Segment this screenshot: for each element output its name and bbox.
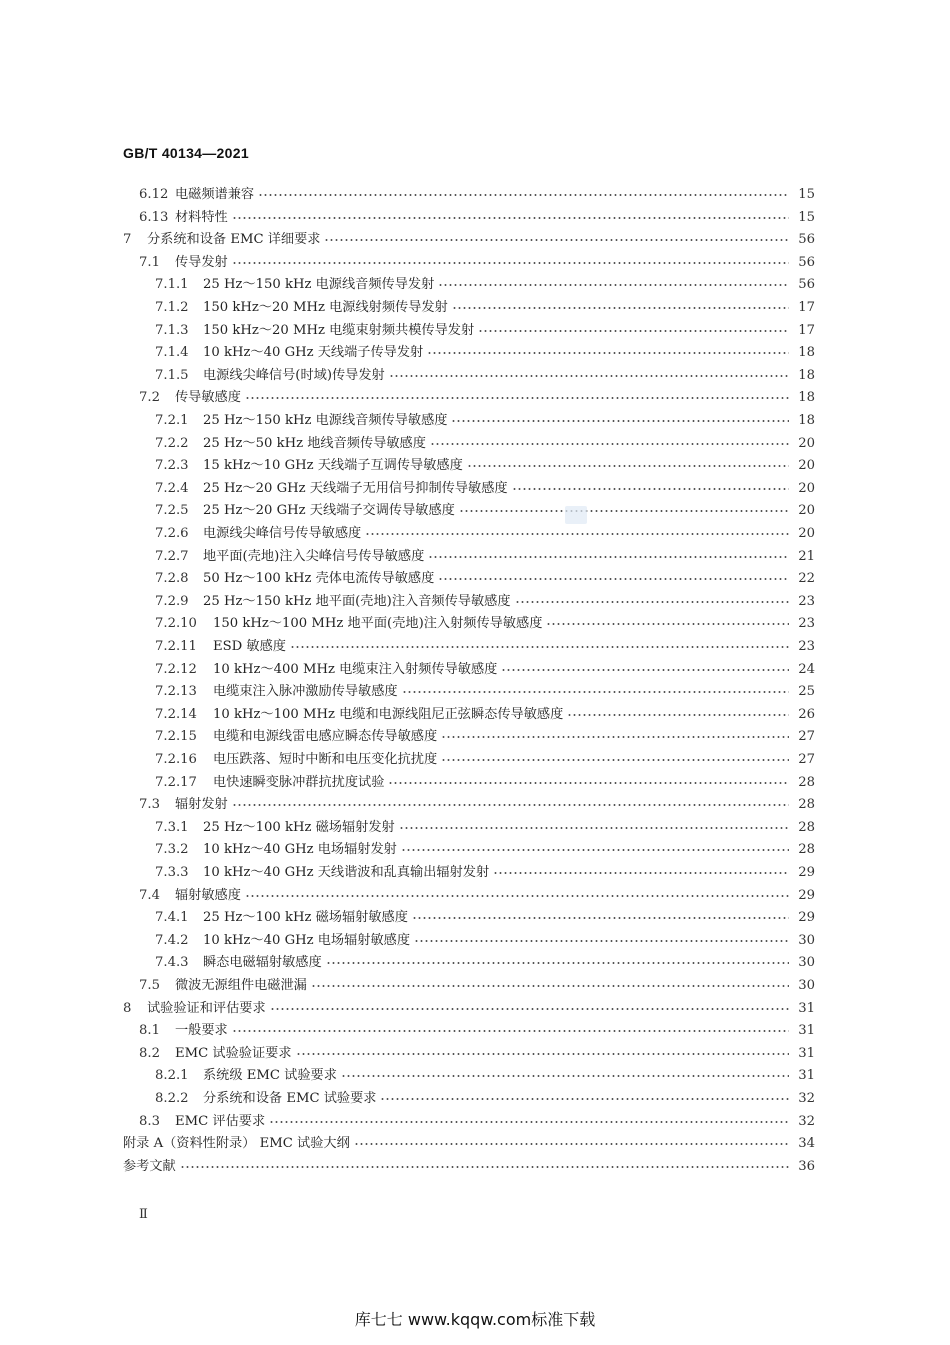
toc-dot-leader xyxy=(441,736,789,738)
toc-entry-title: 参考文献 xyxy=(123,1158,176,1174)
toc-entry-title: 电源线尖峰信号传导敏感度 xyxy=(203,526,362,541)
toc-entry-number: 8 xyxy=(123,1000,132,1016)
toc-entry[interactable] xyxy=(155,591,815,613)
toc-entry-title: 地平面(壳地)注入尖峰信号传导敏感度 xyxy=(203,548,425,564)
toc-dot-leader xyxy=(341,1075,789,1077)
toc-dot-leader xyxy=(258,194,789,196)
toc-entry-page: 30 xyxy=(798,978,815,993)
toc-entry[interactable] xyxy=(123,229,815,251)
toc-entry[interactable] xyxy=(155,636,815,658)
toc-dot-leader xyxy=(459,510,789,512)
toc-entry-title: 传导敏感度 xyxy=(175,390,241,406)
toc-entry-title: 电缆束注入脉冲激励传导敏感度 xyxy=(213,684,398,700)
toc-entry-number: 8.2 xyxy=(139,1045,160,1061)
toc-entry-title: 电磁频谱兼容 xyxy=(175,187,255,202)
toc-entry-title: 10 kHz～40 GHz 电场辐射敏感度 xyxy=(203,932,411,948)
toc-entry-title: 电源线尖峰信号(时域)传导发射 xyxy=(203,367,385,383)
toc-entry-title: 电缆和电源线雷电感应瞬态传导敏感度 xyxy=(213,729,438,745)
toc-entry[interactable] xyxy=(139,1111,815,1133)
toc-entry[interactable] xyxy=(139,184,815,206)
toc-entry-title: 分系统和设备 EMC 试验要求 xyxy=(203,1091,377,1106)
toc-entry-title: 50 Hz～100 kHz 壳体电流传导敏感度 xyxy=(203,571,435,587)
toc-entry-title: 微波无源组件电磁泄漏 xyxy=(175,978,307,993)
toc-entry-title: 150 kHz～100 MHz 地平面(壳地)注入射频传导敏感度 xyxy=(213,616,543,632)
toc-entry[interactable] xyxy=(139,885,815,907)
toc-entry-page: 20 xyxy=(798,435,815,451)
toc-dot-leader xyxy=(467,465,789,467)
toc-entry-number: 7.2.16 xyxy=(155,752,197,767)
toc-entry-number: 7.3 xyxy=(139,797,160,813)
toc-entry-title: 附录 A（资料性附录） EMC 试验大纲 xyxy=(123,1136,350,1152)
toc-dot-leader xyxy=(365,533,789,535)
toc-entry-page: 56 xyxy=(798,254,815,270)
toc-entry-page: 17 xyxy=(798,300,815,315)
toc-dot-leader xyxy=(512,488,789,490)
toc-dot-leader xyxy=(290,646,789,648)
toc-dot-leader xyxy=(180,1166,789,1168)
toc-entry-title: 试验验证和评估要求 xyxy=(147,1000,266,1016)
toc-entry-title: 150 kHz～20 MHz 电缆束射频共模传导发射 xyxy=(203,322,475,338)
toc-entry[interactable] xyxy=(155,1088,815,1110)
toc-entry-page: 18 xyxy=(798,390,815,406)
toc-entry-number: 7.2.11 xyxy=(155,639,197,654)
toc-entry-page: 22 xyxy=(798,571,815,587)
toc-entry-number: 7.3.2 xyxy=(155,842,189,858)
toc-dot-leader xyxy=(380,1098,789,1100)
toc-dot-leader xyxy=(427,352,789,354)
toc-entry[interactable] xyxy=(155,500,815,522)
toc-entry-number: 7.1.3 xyxy=(155,322,189,338)
toc-entry[interactable] xyxy=(155,907,815,929)
toc-entry-number: 7.2.12 xyxy=(155,661,197,677)
toc-entry[interactable] xyxy=(155,681,815,703)
toc-entry-number: 7.4.1 xyxy=(155,910,189,926)
toc-dot-leader xyxy=(311,985,789,987)
toc-entry[interactable] xyxy=(139,1020,815,1042)
toc-entry-number: 7.3.3 xyxy=(155,865,189,880)
toc-entry-number: 7.3.1 xyxy=(155,819,189,835)
toc-entry[interactable] xyxy=(155,704,815,726)
toc-entry-title: EMC 评估要求 xyxy=(175,1113,266,1129)
toc-entry-page: 18 xyxy=(798,367,815,383)
toc-dot-leader xyxy=(326,962,789,964)
standard-code: GB/T 40134—2021 xyxy=(123,145,249,161)
toc-entry-page: 30 xyxy=(798,932,815,948)
toc-dot-leader xyxy=(399,827,789,829)
toc-entry-number: 8.2.2 xyxy=(155,1091,189,1106)
toc-entry-number: 7.2.9 xyxy=(155,593,189,609)
toc-entry-page: 25 xyxy=(798,684,815,700)
toc-entry[interactable] xyxy=(155,410,815,432)
toc-entry-page: 21 xyxy=(798,548,815,564)
toc-entry-page: 20 xyxy=(798,480,815,496)
toc-entry-page: 23 xyxy=(798,616,815,632)
toc-entry-title: 25 Hz～150 kHz 地平面(壳地)注入音频传导敏感度 xyxy=(203,593,511,609)
toc-entry[interactable] xyxy=(155,365,815,387)
toc-entry-number: 7.2.10 xyxy=(155,616,197,632)
toc-entry-page: 29 xyxy=(798,865,815,880)
toc-entry-title: 25 Hz～150 kHz 电源线音频传导敏感度 xyxy=(203,413,448,428)
toc-entry[interactable] xyxy=(155,772,815,794)
toc-entry-page: 32 xyxy=(798,1091,815,1106)
toc-entry-number: 7.2.6 xyxy=(155,526,189,541)
toc-dot-leader xyxy=(546,623,789,625)
toc-dot-leader xyxy=(478,330,789,332)
toc-entry[interactable] xyxy=(155,749,815,771)
footer-site-text: 库七七 www.kqqw.com标准下载 xyxy=(354,1310,596,1329)
toc-entry[interactable] xyxy=(155,320,815,342)
toc-entry[interactable] xyxy=(155,817,815,839)
toc-entry[interactable] xyxy=(155,952,815,974)
toc-entry-number: 7.2.17 xyxy=(155,774,197,790)
toc-entry[interactable] xyxy=(155,546,815,568)
toc-entry-number: 7.2.8 xyxy=(155,571,189,587)
toc-entry-page: 20 xyxy=(798,503,815,519)
toc-entry-number: 7.2.4 xyxy=(155,480,189,496)
toc-entry-number: 7.2.2 xyxy=(155,435,189,451)
toc-entry-title: EMC 试验验证要求 xyxy=(175,1045,292,1061)
toc-entry-page: 23 xyxy=(798,639,815,654)
toc-dot-leader xyxy=(438,284,789,286)
page-number: Ⅱ xyxy=(139,1207,148,1222)
toc-entry-title: 10 kHz～100 MHz 电缆和电源线阻尼正弦瞬态传导敏感度 xyxy=(213,706,564,722)
toc-entry-title: 25 Hz～100 kHz 磁场辐射发射 xyxy=(203,819,395,835)
toc-dot-leader xyxy=(567,714,789,716)
toc-entry-number: 7 xyxy=(123,232,132,248)
toc-entry[interactable] xyxy=(155,455,815,477)
toc-entry-number: 7.1 xyxy=(139,254,160,270)
toc-entry[interactable] xyxy=(139,207,815,229)
toc-dot-leader xyxy=(232,217,789,219)
toc-entry-page: 20 xyxy=(798,458,815,474)
toc-entry[interactable] xyxy=(155,342,815,364)
toc-entry-number: 7.2.1 xyxy=(155,413,189,428)
toc-entry-page: 15 xyxy=(798,187,815,202)
toc-entry-page: 34 xyxy=(798,1136,815,1152)
toc-entry-title: 瞬态电磁辐射敏感度 xyxy=(203,955,322,971)
toc-entry-title: 辐射敏感度 xyxy=(175,887,241,903)
toc-entry-title: 分系统和设备 EMC 详细要求 xyxy=(147,232,321,248)
toc-entry[interactable] xyxy=(155,297,815,319)
toc-entry[interactable] xyxy=(139,387,815,409)
toc-dot-leader xyxy=(441,759,789,761)
toc-entry-page: 26 xyxy=(798,706,815,722)
toc-dot-leader xyxy=(232,804,789,806)
toc-entry-title: 传导发射 xyxy=(175,254,228,270)
toc-entry-number: 7.2.13 xyxy=(155,684,197,700)
toc-entry[interactable] xyxy=(139,975,815,997)
toc-entry-title: 25 Hz～20 GHz 天线端子无用信号抑制传导敏感度 xyxy=(203,480,508,496)
toc-entry[interactable] xyxy=(123,1156,815,1178)
toc-entry-number: 7.5 xyxy=(139,978,160,993)
toc-entry-page: 56 xyxy=(798,277,815,293)
toc-entry-page: 20 xyxy=(798,526,815,541)
toc-entry-number: 7.1.1 xyxy=(155,277,189,293)
toc-entry-number: 7.1.4 xyxy=(155,345,189,361)
toc-dot-leader xyxy=(501,669,789,671)
toc-entry-title: 系统级 EMC 试验要求 xyxy=(203,1068,337,1084)
toc-entry[interactable] xyxy=(123,998,815,1020)
toc-entry[interactable] xyxy=(155,433,815,455)
toc-entry-title: 150 kHz～20 MHz 电源线射频传导发射 xyxy=(203,300,448,315)
toc-entry[interactable] xyxy=(155,274,815,296)
toc-dot-leader xyxy=(232,1030,789,1032)
toc-entry-title: 电压跌落、短时中断和电压变化抗扰度 xyxy=(213,752,438,767)
toc-entry-number: 8.2.1 xyxy=(155,1068,189,1084)
toc-entry-title: ESD 敏感度 xyxy=(213,639,286,654)
toc-entry-number: 7.1.5 xyxy=(155,367,189,383)
toc-entry-number: 7.2.7 xyxy=(155,548,189,564)
toc-entry-title: 10 kHz～40 GHz 天线端子传导发射 xyxy=(203,345,424,361)
toc-entry-page: 18 xyxy=(798,413,815,428)
toc-entry-number: 8.1 xyxy=(139,1023,160,1039)
toc-entry-title: 25 Hz～20 GHz 天线端子交调传导敏感度 xyxy=(203,503,455,519)
toc-entry-title: 一般要求 xyxy=(175,1023,228,1039)
toc-dot-leader xyxy=(245,895,789,897)
toc-entry-page: 28 xyxy=(798,819,815,835)
toc-entry-title: 辐射发射 xyxy=(175,797,228,813)
toc-entry-page: 18 xyxy=(798,345,815,361)
toc-entry-page: 27 xyxy=(798,729,815,745)
toc-entry[interactable] xyxy=(139,252,815,274)
toc-entry[interactable] xyxy=(139,1043,815,1065)
toc-entry-page: 27 xyxy=(798,752,815,767)
toc-entry-page: 29 xyxy=(798,910,815,926)
toc-entry-page: 28 xyxy=(798,842,815,858)
toc-entry-number: 7.4.2 xyxy=(155,932,189,948)
toc-entry[interactable] xyxy=(155,862,815,884)
toc-entry-title: 10 kHz～400 MHz 电缆束注入射频传导敏感度 xyxy=(213,661,498,677)
toc-dot-leader xyxy=(269,1121,789,1123)
toc-dot-leader xyxy=(324,239,789,241)
toc-entry-number: 6.12 xyxy=(139,187,169,202)
toc-dot-leader xyxy=(493,872,789,874)
toc-entry-page: 24 xyxy=(798,661,815,677)
toc-entry[interactable] xyxy=(155,568,815,590)
toc-entry-page: 36 xyxy=(798,1158,815,1174)
toc-entry-page: 15 xyxy=(798,209,815,225)
toc-entry[interactable] xyxy=(123,1133,815,1155)
toc-entry-title: 25 Hz～150 kHz 电源线音频传导发射 xyxy=(203,277,435,293)
toc-dot-leader xyxy=(389,375,789,377)
toc-dot-leader xyxy=(428,556,789,558)
toc-dot-leader xyxy=(270,1008,789,1010)
toc-entry-number: 7.2.3 xyxy=(155,458,189,474)
toc-entry-page: 31 xyxy=(798,1068,815,1084)
toc-entry-title: 10 kHz～40 GHz 电场辐射发射 xyxy=(203,842,397,858)
toc-dot-leader xyxy=(388,782,789,784)
toc-entry[interactable] xyxy=(155,1065,815,1087)
toc-entry-number: 7.2 xyxy=(139,390,160,406)
toc-entry-title: 25 Hz～50 kHz 地线音频传导敏感度 xyxy=(203,435,426,451)
toc-entry-number: 7.4.3 xyxy=(155,955,189,971)
toc-entry-number: 8.3 xyxy=(139,1113,160,1129)
toc-dot-leader xyxy=(414,940,789,942)
toc-entry[interactable] xyxy=(155,726,815,748)
toc-entry-page: 28 xyxy=(798,774,815,790)
toc-entry-number: 7.2.5 xyxy=(155,503,189,519)
toc-entry-title: 25 Hz～100 kHz 磁场辐射敏感度 xyxy=(203,910,408,926)
toc-dot-leader xyxy=(401,849,789,851)
toc-entry[interactable] xyxy=(155,478,815,500)
toc-entry-page: 31 xyxy=(798,1045,815,1061)
toc-dot-leader xyxy=(245,397,789,399)
toc-dot-leader xyxy=(515,601,789,603)
toc-entry-title: 材料特性 xyxy=(175,209,228,225)
toc-entry[interactable] xyxy=(155,523,815,545)
toc-dot-leader xyxy=(412,917,789,919)
toc-entry-title: 电快速瞬变脉冲群抗扰度试验 xyxy=(213,774,385,790)
toc-dot-leader xyxy=(232,262,789,264)
toc-entry-title: 10 kHz～40 GHz 天线谐波和乱真输出辐射发射 xyxy=(203,865,490,880)
toc-entry-page: 31 xyxy=(798,1023,815,1039)
toc-dot-leader xyxy=(402,691,789,693)
toc-dot-leader xyxy=(430,443,789,445)
toc-entry-number: 7.1.2 xyxy=(155,300,189,315)
toc-entry-page: 56 xyxy=(798,232,815,248)
toc-entry-page: 17 xyxy=(798,322,815,338)
toc-entry[interactable] xyxy=(155,659,815,681)
toc-entry[interactable] xyxy=(155,930,815,952)
toc-entry-number: 6.13 xyxy=(139,209,169,225)
toc-dot-leader xyxy=(354,1143,789,1145)
toc-entry-page: 23 xyxy=(798,593,815,609)
toc-entry-number: 7.2.15 xyxy=(155,729,197,745)
toc-dot-leader xyxy=(438,578,789,580)
toc-entry-page: 30 xyxy=(798,955,815,971)
toc-entry-page: 29 xyxy=(798,887,815,903)
toc-entry[interactable] xyxy=(139,794,815,816)
toc-dot-leader xyxy=(451,420,789,422)
toc-entry-page: 32 xyxy=(798,1113,815,1129)
watermark-logo xyxy=(565,506,587,524)
toc-entry-number: 7.4 xyxy=(139,887,160,903)
toc-entry-page: 28 xyxy=(798,797,815,813)
toc-entry[interactable] xyxy=(155,613,815,635)
toc-entry[interactable] xyxy=(155,839,815,861)
toc-dot-leader xyxy=(452,307,789,309)
toc-dot-leader xyxy=(296,1053,789,1055)
toc-entry-title: 15 kHz～10 GHz 天线端子互调传导敏感度 xyxy=(203,458,463,474)
toc-entry-page: 31 xyxy=(798,1000,815,1016)
toc-entry-number: 7.2.14 xyxy=(155,706,197,722)
